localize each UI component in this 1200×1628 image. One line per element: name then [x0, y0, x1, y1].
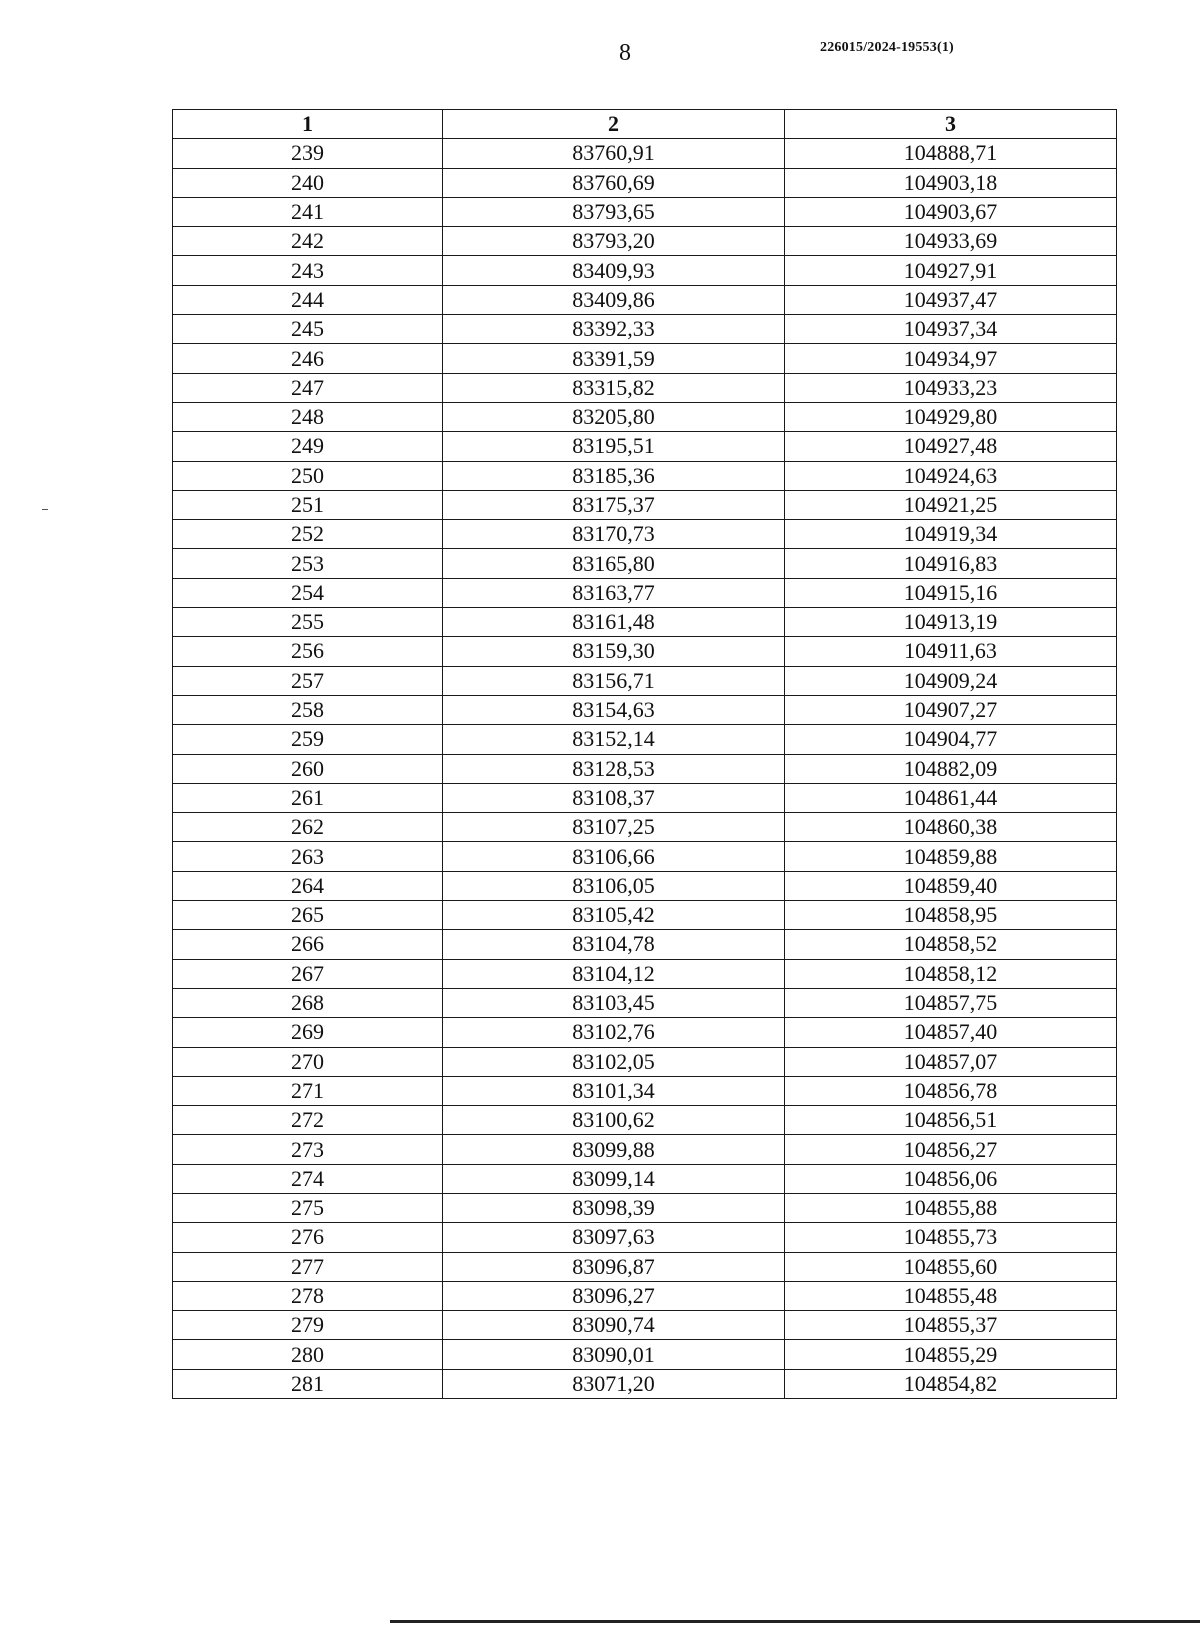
x-coordinate-cell: 83170,73 [443, 520, 785, 549]
point-number-cell: 243 [173, 256, 443, 285]
x-coordinate-cell: 83409,86 [443, 285, 785, 314]
table-row [173, 1281, 1117, 1310]
y-coordinate-cell: 104882,09 [785, 754, 1117, 783]
table-row [173, 1193, 1117, 1222]
x-coordinate-cell: 83098,39 [443, 1193, 785, 1222]
x-coordinate-cell: 83090,74 [443, 1311, 785, 1340]
y-coordinate-cell: 104854,82 [785, 1369, 1117, 1398]
point-number-cell: 265 [173, 901, 443, 930]
y-coordinate-cell: 104916,83 [785, 549, 1117, 578]
point-number-cell: 249 [173, 432, 443, 461]
page-number: 8 [619, 40, 631, 66]
x-coordinate-cell: 83165,80 [443, 549, 785, 578]
x-coordinate-cell: 83760,69 [443, 168, 785, 197]
table-row [173, 1018, 1117, 1047]
y-coordinate-cell: 104857,40 [785, 1018, 1117, 1047]
x-coordinate-cell: 83105,42 [443, 901, 785, 930]
x-coordinate-cell: 83161,48 [443, 608, 785, 637]
y-coordinate-cell: 104909,24 [785, 666, 1117, 695]
x-coordinate-cell: 83102,76 [443, 1018, 785, 1047]
point-number-cell: 261 [173, 783, 443, 812]
y-coordinate-cell: 104911,63 [785, 637, 1117, 666]
point-number-cell: 268 [173, 988, 443, 1017]
point-number-cell: 255 [173, 608, 443, 637]
table-row [173, 637, 1117, 666]
x-coordinate-cell: 83152,14 [443, 725, 785, 754]
y-coordinate-cell: 104859,40 [785, 871, 1117, 900]
table-row [173, 344, 1117, 373]
point-number-cell: 263 [173, 842, 443, 871]
point-number-cell: 251 [173, 490, 443, 519]
table-row [173, 871, 1117, 900]
point-number-cell: 276 [173, 1223, 443, 1252]
point-number-cell: 267 [173, 959, 443, 988]
table-row [173, 1252, 1117, 1281]
x-coordinate-cell: 83793,65 [443, 197, 785, 226]
x-coordinate-cell: 83099,88 [443, 1135, 785, 1164]
y-coordinate-cell: 104904,77 [785, 725, 1117, 754]
point-number-cell: 264 [173, 871, 443, 900]
y-coordinate-cell: 104937,34 [785, 315, 1117, 344]
x-coordinate-cell: 83760,91 [443, 139, 785, 168]
point-number-cell: 253 [173, 549, 443, 578]
bottom-rule [390, 1620, 1200, 1623]
document-id: 226015/2024-19553(1) [820, 40, 954, 55]
x-coordinate-cell: 83101,34 [443, 1076, 785, 1105]
table-row [173, 432, 1117, 461]
point-number-cell: 278 [173, 1281, 443, 1310]
column-header-3: 3 [785, 110, 1117, 139]
point-number-cell: 257 [173, 666, 443, 695]
y-coordinate-cell: 104857,75 [785, 988, 1117, 1017]
x-coordinate-cell: 83106,05 [443, 871, 785, 900]
point-number-cell: 271 [173, 1076, 443, 1105]
table-row [173, 1223, 1117, 1252]
x-coordinate-cell: 83096,87 [443, 1252, 785, 1281]
y-coordinate-cell: 104929,80 [785, 402, 1117, 431]
x-coordinate-cell: 83409,93 [443, 256, 785, 285]
x-coordinate-cell: 83163,77 [443, 578, 785, 607]
y-coordinate-cell: 104934,97 [785, 344, 1117, 373]
point-number-cell: 244 [173, 285, 443, 314]
point-number-cell: 277 [173, 1252, 443, 1281]
point-number-cell: 250 [173, 461, 443, 490]
point-number-cell: 262 [173, 813, 443, 842]
point-number-cell: 254 [173, 578, 443, 607]
x-coordinate-cell: 83071,20 [443, 1369, 785, 1398]
table-row [173, 490, 1117, 519]
table-row [173, 373, 1117, 402]
y-coordinate-cell: 104859,88 [785, 842, 1117, 871]
point-number-cell: 258 [173, 695, 443, 724]
y-coordinate-cell: 104919,34 [785, 520, 1117, 549]
x-coordinate-cell: 83315,82 [443, 373, 785, 402]
table-row [173, 1164, 1117, 1193]
y-coordinate-cell: 104858,95 [785, 901, 1117, 930]
table-row [173, 725, 1117, 754]
point-number-cell: 269 [173, 1018, 443, 1047]
table-row [173, 901, 1117, 930]
y-coordinate-cell: 104927,48 [785, 432, 1117, 461]
table-row [173, 1047, 1117, 1076]
x-coordinate-cell: 83107,25 [443, 813, 785, 842]
point-number-cell: 242 [173, 227, 443, 256]
y-coordinate-cell: 104907,27 [785, 695, 1117, 724]
coordinates-table [172, 109, 1117, 1399]
x-coordinate-cell: 83156,71 [443, 666, 785, 695]
y-coordinate-cell: 104856,27 [785, 1135, 1117, 1164]
y-coordinate-cell: 104856,06 [785, 1164, 1117, 1193]
table-row [173, 139, 1117, 168]
point-number-cell: 248 [173, 402, 443, 431]
point-number-cell: 252 [173, 520, 443, 549]
table-row [173, 930, 1117, 959]
y-coordinate-cell: 104857,07 [785, 1047, 1117, 1076]
table-row [173, 842, 1117, 871]
table-row [173, 315, 1117, 344]
x-coordinate-cell: 83195,51 [443, 432, 785, 461]
table-row [173, 695, 1117, 724]
y-coordinate-cell: 104927,91 [785, 256, 1117, 285]
x-coordinate-cell: 83104,12 [443, 959, 785, 988]
table-row [173, 783, 1117, 812]
table-row [173, 256, 1117, 285]
table-row [173, 285, 1117, 314]
x-coordinate-cell: 83159,30 [443, 637, 785, 666]
x-coordinate-cell: 83097,63 [443, 1223, 785, 1252]
x-coordinate-cell: 83205,80 [443, 402, 785, 431]
point-number-cell: 240 [173, 168, 443, 197]
table-header-row [173, 110, 1117, 139]
x-coordinate-cell: 83103,45 [443, 988, 785, 1017]
column-header-2: 2 [443, 110, 785, 139]
table-row [173, 1340, 1117, 1369]
y-coordinate-cell: 104888,71 [785, 139, 1117, 168]
y-coordinate-cell: 104858,52 [785, 930, 1117, 959]
y-coordinate-cell: 104860,38 [785, 813, 1117, 842]
point-number-cell: 259 [173, 725, 443, 754]
point-number-cell: 272 [173, 1106, 443, 1135]
y-coordinate-cell: 104913,19 [785, 608, 1117, 637]
point-number-cell: 275 [173, 1193, 443, 1222]
x-coordinate-cell: 83175,37 [443, 490, 785, 519]
y-coordinate-cell: 104855,60 [785, 1252, 1117, 1281]
x-coordinate-cell: 83128,53 [443, 754, 785, 783]
table-row [173, 1076, 1117, 1105]
x-coordinate-cell: 83185,36 [443, 461, 785, 490]
x-coordinate-cell: 83102,05 [443, 1047, 785, 1076]
table-row [173, 754, 1117, 783]
x-coordinate-cell: 83392,33 [443, 315, 785, 344]
point-number-cell: 241 [173, 197, 443, 226]
x-coordinate-cell: 83391,59 [443, 344, 785, 373]
column-header-1: 1 [173, 110, 443, 139]
y-coordinate-cell: 104858,12 [785, 959, 1117, 988]
table-row [173, 813, 1117, 842]
y-coordinate-cell: 104937,47 [785, 285, 1117, 314]
x-coordinate-cell: 83090,01 [443, 1340, 785, 1369]
x-coordinate-cell: 83104,78 [443, 930, 785, 959]
x-coordinate-cell: 83106,66 [443, 842, 785, 871]
point-number-cell: 280 [173, 1340, 443, 1369]
table-row [173, 461, 1117, 490]
x-coordinate-cell: 83099,14 [443, 1164, 785, 1193]
table-row [173, 402, 1117, 431]
table-body [173, 139, 1117, 1399]
table-row [173, 1135, 1117, 1164]
point-number-cell: 260 [173, 754, 443, 783]
point-number-cell: 245 [173, 315, 443, 344]
x-coordinate-cell: 83154,63 [443, 695, 785, 724]
point-number-cell: 256 [173, 637, 443, 666]
point-number-cell: 273 [173, 1135, 443, 1164]
table-row [173, 549, 1117, 578]
y-coordinate-cell: 104855,88 [785, 1193, 1117, 1222]
table-row [173, 1369, 1117, 1398]
point-number-cell: 239 [173, 139, 443, 168]
point-number-cell: 247 [173, 373, 443, 402]
table-row [173, 168, 1117, 197]
y-coordinate-cell: 104861,44 [785, 783, 1117, 812]
x-coordinate-cell: 83793,20 [443, 227, 785, 256]
y-coordinate-cell: 104933,23 [785, 373, 1117, 402]
y-coordinate-cell: 104921,25 [785, 490, 1117, 519]
y-coordinate-cell: 104915,16 [785, 578, 1117, 607]
y-coordinate-cell: 104855,73 [785, 1223, 1117, 1252]
table-row [173, 197, 1117, 226]
table-row [173, 578, 1117, 607]
point-number-cell: 281 [173, 1369, 443, 1398]
x-coordinate-cell: 83100,62 [443, 1106, 785, 1135]
table-row [173, 1311, 1117, 1340]
y-coordinate-cell: 104903,18 [785, 168, 1117, 197]
point-number-cell: 270 [173, 1047, 443, 1076]
y-coordinate-cell: 104903,67 [785, 197, 1117, 226]
point-number-cell: 274 [173, 1164, 443, 1193]
table-row [173, 666, 1117, 695]
y-coordinate-cell: 104924,63 [785, 461, 1117, 490]
table-row [173, 1106, 1117, 1135]
table-row [173, 227, 1117, 256]
y-coordinate-cell: 104856,78 [785, 1076, 1117, 1105]
table-row [173, 988, 1117, 1017]
point-number-cell: 279 [173, 1311, 443, 1340]
x-coordinate-cell: 83096,27 [443, 1281, 785, 1310]
point-number-cell: 266 [173, 930, 443, 959]
y-coordinate-cell: 104855,37 [785, 1311, 1117, 1340]
table-row [173, 959, 1117, 988]
table-row [173, 520, 1117, 549]
y-coordinate-cell: 104933,69 [785, 227, 1117, 256]
table-row [173, 608, 1117, 637]
x-coordinate-cell: 83108,37 [443, 783, 785, 812]
y-coordinate-cell: 104856,51 [785, 1106, 1117, 1135]
y-coordinate-cell: 104855,29 [785, 1340, 1117, 1369]
y-coordinate-cell: 104855,48 [785, 1281, 1117, 1310]
point-number-cell: 246 [173, 344, 443, 373]
scan-speck [42, 509, 48, 510]
